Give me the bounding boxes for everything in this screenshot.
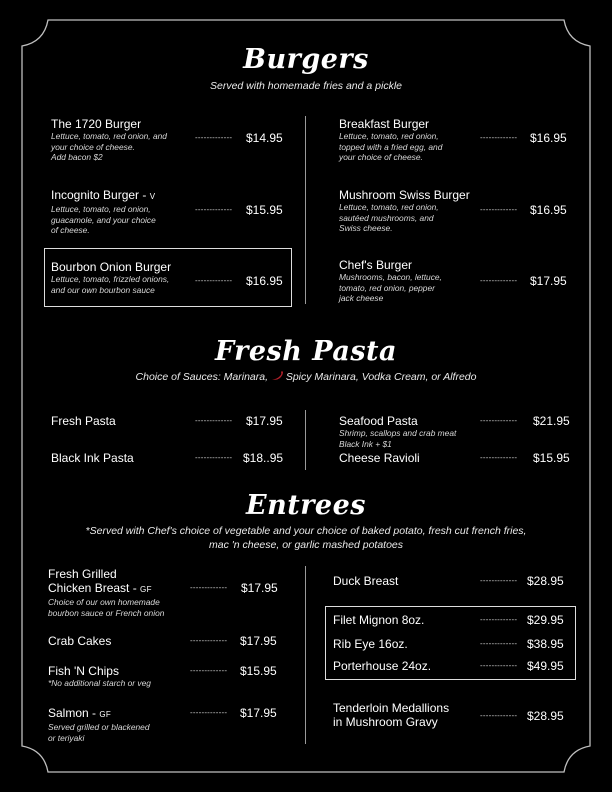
leader-dots: -------------: [190, 708, 228, 717]
item-price: $16.95: [530, 203, 567, 217]
item-price: $15.95: [240, 664, 277, 678]
leader-dots: -------------: [195, 453, 233, 462]
item-desc: Add bacon $2: [51, 152, 103, 162]
column-divider: [305, 116, 306, 304]
leader-dots: -------------: [480, 416, 518, 425]
item-price: $14.95: [246, 131, 283, 145]
entrees-subtitle: *Served with Chef's choice of vegetable and your choice of baked potato, fresh cut french fries, mac 'n cheese, or garlic mashed potatoes: [85, 525, 527, 551]
item-desc: Mushrooms, bacon, lettuce,: [339, 272, 442, 282]
item-name: Tenderloin Medallions: [333, 701, 450, 715]
item-name: Duck Breast: [333, 574, 399, 588]
chili-pepper-icon: [271, 371, 283, 381]
item-desc: or teriyaki: [48, 732, 85, 743]
item-desc: Choice of our own homemade: [48, 597, 160, 607]
leader-dots: -------------: [480, 711, 518, 720]
menu-item: [339, 188, 479, 234]
item-price: $15.95: [533, 451, 570, 465]
item-name: Black Ink Pasta: [51, 451, 134, 465]
leader-dots: -------------: [190, 583, 228, 592]
item-desc: Lettuce, tomato, red onion,: [51, 204, 151, 214]
leader-dots: -------------: [480, 661, 518, 670]
entrees-heading: Entrees: [246, 490, 366, 521]
item-desc: Swiss cheese.: [339, 223, 393, 233]
menu-item: [339, 414, 479, 449]
item-price: $17.95: [246, 414, 283, 428]
item-price: $16.95: [246, 274, 283, 288]
item-name: Crab Cakes: [48, 634, 112, 648]
item-name: Seafood Pasta: [339, 414, 418, 428]
leader-dots: -------------: [480, 639, 518, 648]
menu-item: [51, 260, 201, 295]
item-desc: jack cheese: [339, 293, 384, 303]
vegetarian-tag: V: [149, 192, 156, 201]
item-price: $28.95: [527, 709, 564, 723]
item-desc: topped with a fried egg, and: [339, 141, 443, 152]
menu-item: [51, 188, 201, 236]
item-desc: *No additional starch or veg: [48, 678, 151, 688]
menu-item: [339, 117, 479, 163]
item-desc: Black Ink + $1: [339, 438, 392, 449]
menu-item: [333, 701, 483, 729]
item-name: Porterhouse 24oz.: [333, 659, 432, 673]
gluten-free-tag: GF: [99, 710, 112, 719]
menu-item: [48, 664, 198, 689]
item-price: $28.95: [527, 574, 564, 588]
leader-dots: -------------: [195, 416, 233, 425]
column-divider: [305, 410, 306, 470]
item-name: Chicken Breast - GF: [48, 581, 152, 595]
item-price: $16.95: [530, 131, 567, 145]
item-price: $38.95: [527, 637, 564, 651]
leader-dots: -------------: [480, 205, 518, 214]
gluten-free-tag: GF: [140, 585, 152, 594]
burgers-heading: Burgers: [243, 44, 369, 75]
item-name: The 1720 Burger: [51, 117, 142, 131]
item-name: Breakfast Burger: [339, 117, 430, 131]
item-desc: Lettuce, tomato, red onion, and: [51, 131, 167, 141]
item-price: $21.95: [533, 414, 570, 428]
item-desc: Served grilled or blackened: [48, 722, 150, 732]
item-price: $17.95: [530, 274, 567, 288]
item-price: $29.95: [527, 613, 564, 627]
item-price: $49.95: [527, 659, 564, 673]
item-desc: sautéed mushrooms, and: [339, 212, 434, 223]
item-price: $18..95: [243, 451, 284, 465]
item-desc: Lettuce, tomato, red onion,: [339, 131, 439, 141]
pasta-subtitle: Choice of Sauces: Marinara, Spicy Marinara, Vodka Cream, or Alfredo: [135, 371, 477, 383]
leader-dots: -------------: [480, 133, 518, 142]
item-name: Salmon - GF: [48, 706, 112, 720]
leader-dots: -------------: [480, 615, 518, 624]
burgers-subtitle: Served with homemade fries and a pickle: [209, 80, 402, 92]
item-name: Bourbon Onion Burger: [51, 260, 172, 274]
item-name: Mushroom Swiss Burger: [339, 188, 470, 202]
leader-dots: -------------: [195, 205, 233, 214]
item-price: $17.95: [240, 634, 277, 648]
leader-dots: -------------: [195, 276, 233, 285]
menu-item: [339, 258, 479, 304]
item-price: $17.95: [240, 706, 277, 720]
item-name: Filet Mignon 8oz.: [333, 613, 425, 627]
item-name: Incognito Burger - V: [51, 188, 156, 202]
item-name: Fresh Pasta: [51, 414, 116, 428]
item-name: Chef's Burger: [339, 258, 412, 272]
item-price: $17.95: [241, 581, 278, 595]
item-desc: your choice of cheese.: [51, 141, 135, 152]
leader-dots: -------------: [195, 133, 233, 142]
leader-dots: -------------: [480, 576, 518, 585]
leader-dots: -------------: [480, 453, 518, 462]
item-desc: tomato, red onion, pepper: [339, 282, 435, 293]
leader-dots: -------------: [190, 636, 228, 645]
item-desc: Lettuce, tomato, frizzled onions,: [51, 274, 170, 284]
item-desc: Lettuce, tomato, red onion,: [339, 202, 439, 212]
menu-item: [51, 117, 201, 163]
item-desc: of cheese.: [51, 225, 90, 235]
item-name: Fresh Grilled: [48, 567, 117, 581]
item-name: in Mushroom Gravy: [333, 715, 438, 729]
item-desc: Shrimp, scallops and crab meat: [339, 428, 457, 438]
menu-item: [48, 706, 198, 743]
pasta-heading: Fresh Pasta: [214, 336, 398, 367]
item-desc: guacamole, and your choice: [51, 214, 156, 225]
item-desc: your choice of cheese.: [339, 152, 423, 162]
menu-item: [48, 567, 198, 618]
leader-dots: -------------: [190, 666, 228, 675]
item-name: Cheese Ravioli: [339, 451, 420, 465]
column-divider: [305, 566, 306, 744]
item-name: Rib Eye 16oz.: [333, 637, 408, 651]
item-price: $15.95: [246, 203, 283, 217]
leader-dots: -------------: [480, 276, 518, 285]
item-name: Fish 'N Chips: [48, 664, 119, 678]
item-desc: bourbon sauce or French onion: [48, 607, 165, 618]
item-desc: and our own bourbon sauce: [51, 284, 155, 295]
